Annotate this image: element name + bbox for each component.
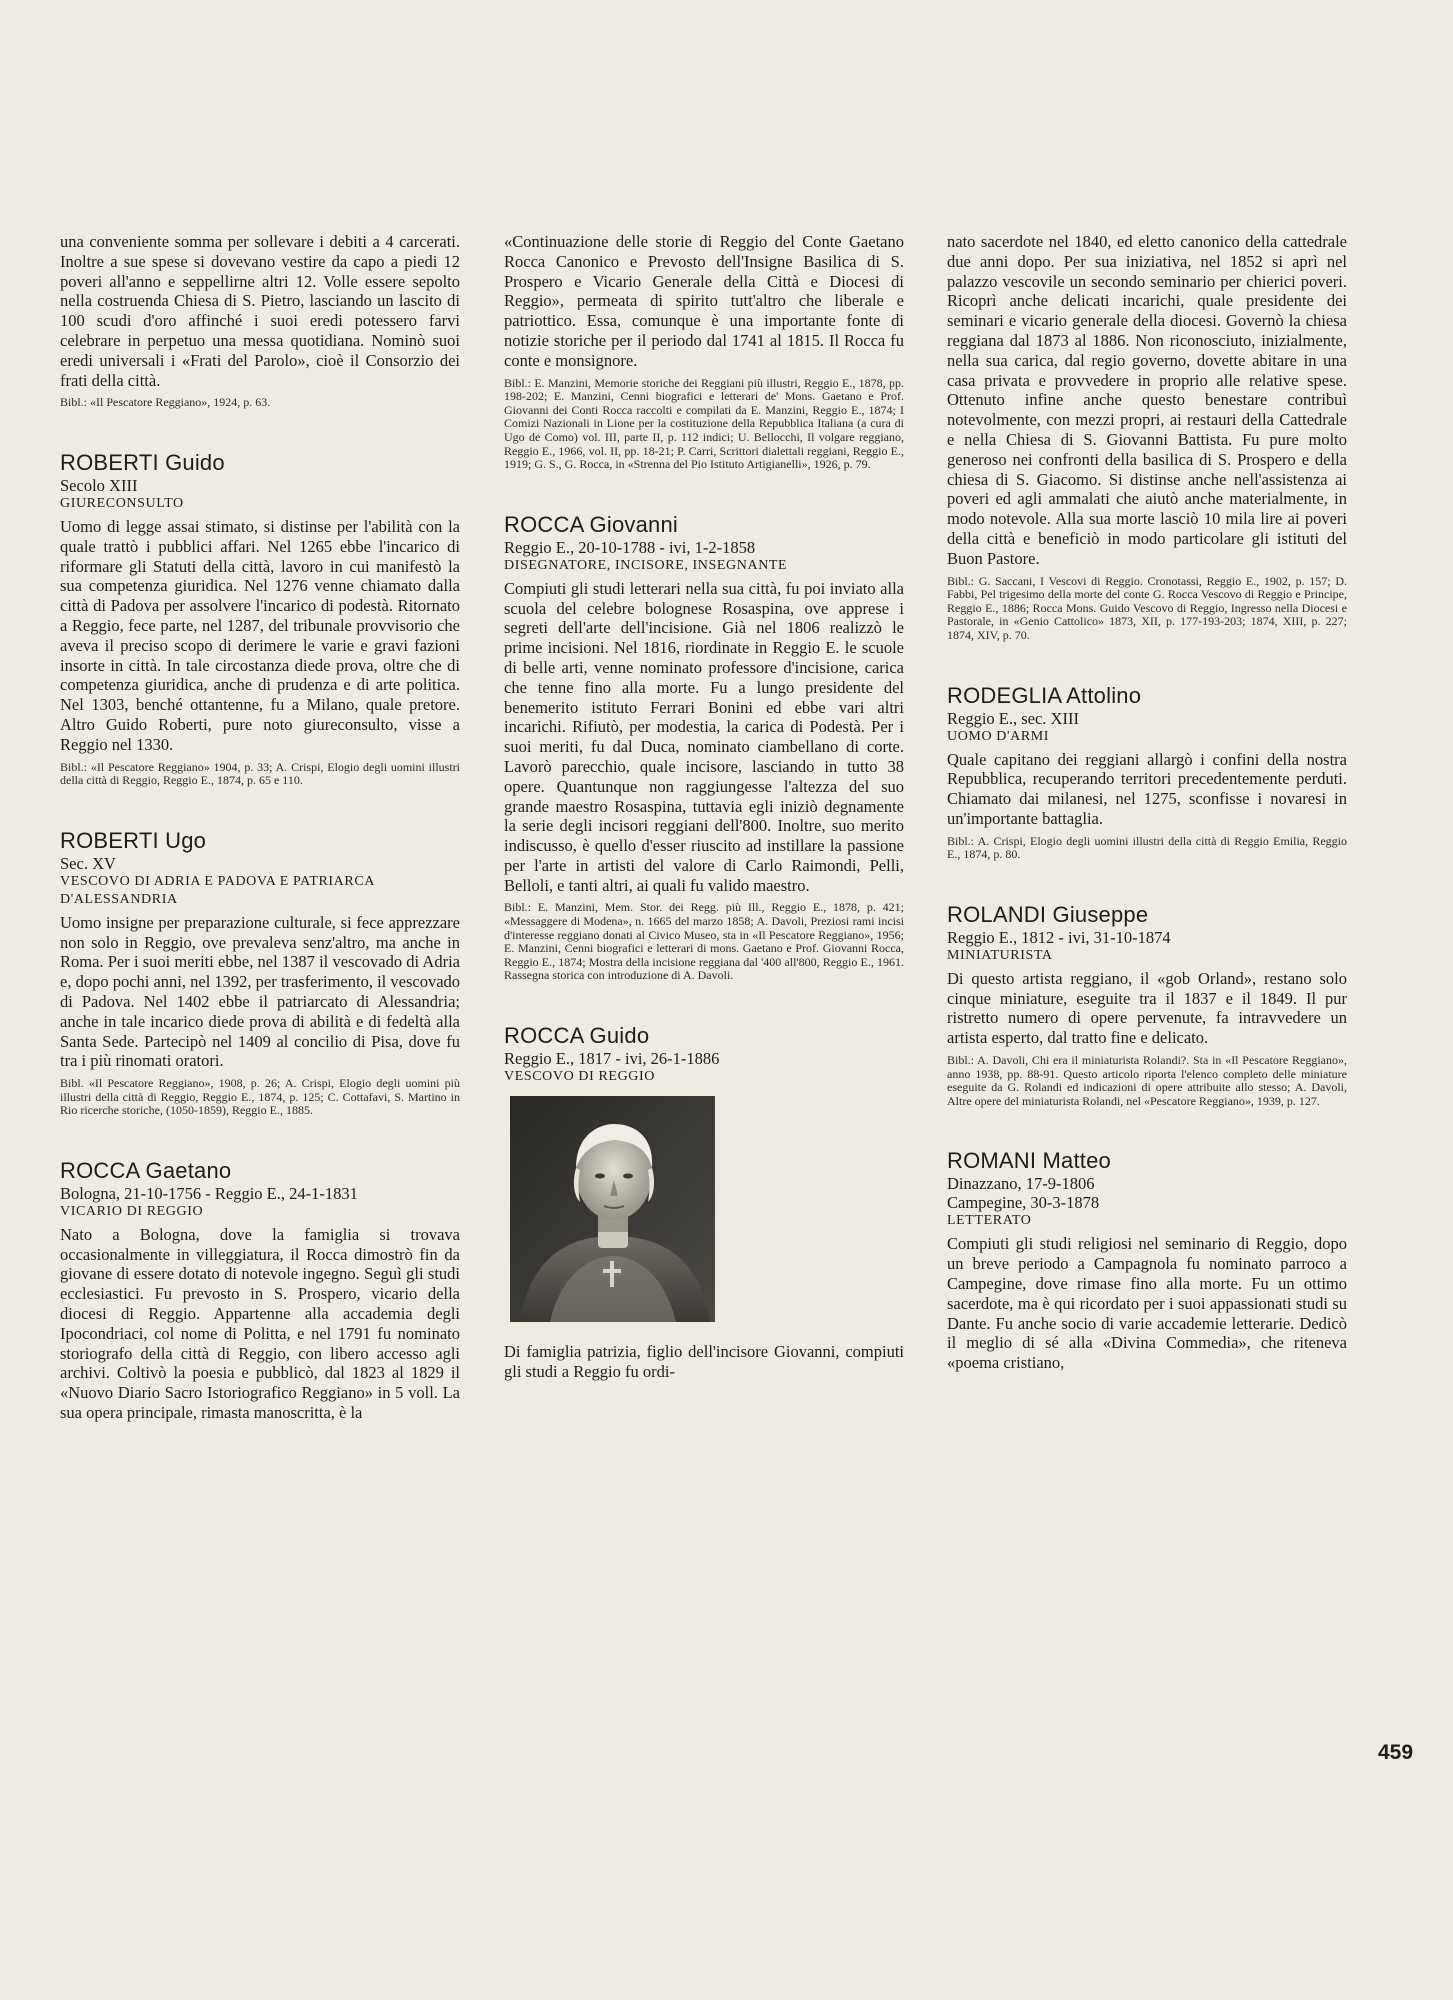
entry-rocca-guido bbox=[504, 1023, 904, 1382]
column-1 bbox=[60, 232, 460, 1423]
bibliography: Bibl.: «Il Pescatore Reggiano», 1924, p. 63. bbox=[60, 395, 271, 410]
bibliography: Bibl.: «Il Pescatore Reggiano» 1904, p. 33; A. Crispi, Elogio degli uomini illustri della città di Reggio, Reggio E., 1874, p. 65 e 110. bbox=[60, 759, 460, 788]
entry-rodeglia-attolino bbox=[947, 683, 1347, 862]
entry-role: UOMO D'ARMI bbox=[947, 728, 1050, 744]
entry-role: VESCOVO DI REGGIO bbox=[504, 1069, 655, 1085]
continued-text: nato sacerdote nel 1840, ed eletto canonico della cattedrale due anni dopo. Per sua iniziativa, nel 1852 si aprì nel palazzo vescovile un secondo seminario per chierici poveri. Ricoprì anche delicati incarichi, quale presidente dei seminari e vicario generale della diocesi. Governò la chiesa reggiana dal 1873 al 1886. Non riconosciuto, inizialmente, nella sua carica, dal regio governo, dovette abitare in una casa privata e provvedere in proprio alle relative spese. Ottenuto infine anche questo benestare contribuì notevolmente, con mezzi propri, ai restauri della Cattedrale e nella Chiesa di S. Giovanni Battista. Fu pure molto generoso nei confronti della basilica di S. Prospero e della chiesa di S. Giacomo. Si distinse anche nell'assistenza ai poveri ed agli ammalati che aiutò anche materialmente, in modo notevole. Alla sua morte lasciò 10 mila lire ai poveri della città e beneficiò in modo particolare gli istituti del Buon Pastore. bbox=[947, 232, 1347, 568]
continued-text: una conveniente somma per sollevare i debiti a 4 carcerati. Inoltre a sue spese si dovevano vestire da capo a piedi 12 poveri all'anno e seppellirne altri 12. Volle essere sepolto nella costruenda Chiesa di S. Pietro, lasciando un lascito di 100 scudi d'oro affinché i suoi eredi potessero farvi celebrare in perpetuo una messa quotidiana. Nominò suoi eredi universali i «Frati del Parolo», cioè il Consorzio dei frati della città. bbox=[60, 232, 460, 390]
entry-dates: Reggio E., 20-10-1788 - ivi, 1-2-1858 bbox=[504, 537, 756, 557]
entry-text: Nato a Bologna, dove la famiglia si trovava occasionalmente in villeggiatura, il Rocca dimostrò fin da giovane di essere dotato di notevole ingegno. Seguì gli studi ecclesiastici. Fu prevosto in S. Prospero, vicario della diocesi di Reggio. Appartenne alla accademia degli Ipocondriaci, col nome di Politta, e nel 1791 fu nominato storiografo della città di Reggio, con libero accesso agli archivi. Coltivò la poesia e pubblicò, dal 1823 al 1829 il «Nuovo Diario Sacro Istoriografico Reggiano» in 5 voll. La sua opera principale, rimasta manoscritta, è la bbox=[60, 1224, 460, 1423]
bibliography: Bibl.: A. Crispi, Elogio degli uomini illustri della città di Reggio Emilia, Reggio E., 1874, p. 80. bbox=[947, 833, 1347, 862]
entry-name: ROCCA Gaetano bbox=[60, 1157, 232, 1183]
entry-role: VESCOVO DI ADRIA E PADOVA E PATRIARCA D'ALESSANDRIA bbox=[60, 873, 375, 907]
page-number: 459 bbox=[1378, 1741, 1414, 1764]
entry-role: LETTERATO bbox=[947, 1213, 1032, 1229]
entry-name: RODEGLIA Attolino bbox=[947, 682, 1142, 708]
entry-role: GIURECONSULTO bbox=[60, 495, 184, 511]
bibliography: Bibl.: A. Davoli, Chi era il miniaturista Rolandi?. Sta in «Il Pescatore Reggiano», anno 1938, pp. 88-91. Questo articolo riporta l'elenco completo delle miniature eseguite da G. Rolandi ed indicazioni di opere attribuite allo stesso; A. Davoli, Altre opere del miniaturista Rolandi, nel «Pescatore Reggiano», 1939, p. 127. bbox=[947, 1053, 1347, 1108]
portrait-photo bbox=[510, 1096, 715, 1322]
entry-name: ROBERTI Guido bbox=[60, 449, 225, 475]
entry-dates: Reggio E., 1817 - ivi, 26-1-1886 bbox=[504, 1049, 720, 1069]
entry-name: ROBERTI Ugo bbox=[60, 827, 207, 853]
bibliography: Bibl.: E. Manzini, Memorie storiche dei Reggiani più illustri, Reggio E., 1878, pp. 198-202; E. Manzini, Cenni biografici e letterari de' Mons. Gaetano e Prof. Giovanni dei Conti Rocca raccolti e compilati da E. Manzini, Reggio E., 1874; I Comizi Nazionali in Lione per la costituzione della Repubblica Italiana (a cura di Ugo de Como) vol. III, parte II, p. 112 indici; U. Bellocchi, Il volgare reggiano, Reggio E., 1966, vol. II, pp. 18-21; P. Carri, Scrittori dialettali reggiani, Reggio E., 1919; G. S., G. Rocca, in «Strenna del Pio Istituto Artigianelli», 1926, p. 79. bbox=[504, 375, 904, 472]
entry-name: ROMANI Matteo bbox=[947, 1148, 1111, 1174]
continued-text: «Continuazione delle storie di Reggio del Conte Gaetano Rocca Canonico e Prevosto dell'Insigne Basilica di S. Prospero e Vicario Generale della Città e Diocesi di Reggio», permeata di spirito tutt'altro che liberale e patriottico. Essa, comunque è una importante fonte di notizie storiche per il periodo dal 1741 al 1815. Il Rocca fu conte e monsignore. bbox=[504, 232, 904, 370]
column-3 bbox=[947, 232, 1347, 1373]
entry-dates: Reggio E., sec. XIII bbox=[947, 708, 1079, 728]
entry-dates: Sec. XV bbox=[60, 853, 116, 873]
entry-dates: Secolo XIII bbox=[60, 475, 138, 495]
entry-text: Di questo artista reggiano, il «gob Orland», restano solo cinque miniature, eseguite tra il 1837 e il 1849. Il pur ristretto numero di opere pervenute, fa intravvedere un artista esperto, dal tratto fine e delicato. bbox=[947, 968, 1347, 1048]
entry-role: DISEGNATORE, INCISORE, INSEGNANTE bbox=[504, 557, 788, 573]
entry-rocca-giovanni bbox=[504, 512, 904, 983]
entry-dates: Bologna, 21-10-1756 - Reggio E., 24-1-1831 bbox=[60, 1183, 358, 1203]
bibliography: Bibl.: G. Saccani, I Vescovi di Reggio. Cronotassi, Reggio E., 1902, p. 157; D. Fabbi, Pel trigesimo della morte del conte G. Rocca Vescovo di Reggio e Principe, Reggio E., 1886; Rocca Mons. Guido Vescovo di Reggio, Ingresso nella Diocesi e Pastorale, in «Genio Cattolico» 1873, XII, p. 177-193-203; 1874, XIII, p. 227; 1874, XIV, p. 70. bbox=[947, 573, 1347, 642]
entry-text: Uomo di legge assai stimato, si distinse per l'abilità con la quale trattò i pubblici affari. Nel 1265 ebbe l'incarico di riformare gli Statuti della città, lavoro in cui manifestò la sua competenza giuridica. Nel 1276 venne chiamato dalla città di Padova per assolvere l'incarico di podestà. Ritornato a Reggio, fece parte, nel 1287, del tribunale provvisorio che aveva il preciso scopo di derimere le varie e gravi fazioni insorte in città. In tale circostanza diede prova, oltre che di competenza giuridica, anche di prudenza e di arte politica. Nel 1303, benché ottantenne, fu a Milano, quale pretore. Altro Guido Roberti, pure noto giureconsulto, visse a Reggio nel 1330. bbox=[60, 516, 460, 754]
bibliography: Bibl.: E. Manzini, Mem. Stor. dei Regg. più Ill., Reggio E., 1878, p. 421; «Messaggere di Modena», n. 1665 del marzo 1858; A. Davoli, Preziosi rami incisi d'interesse reggiano donati al Civico Museo, sta in «Il Pescatore Reggiano», 1956; E. Manzini, Cenni biografici e letterari di mons. Gaetano e Prof. Giovanni Rocca, Reggio E., 1874; Mostra della incisione reggiana dal '400 all'800, Reggio E., 1961. Rassegna storica con introduzione di A. Davoli. bbox=[504, 900, 904, 983]
entry-name: ROCCA Guido bbox=[504, 1023, 650, 1049]
entry-dates: Dinazzano, 17-9-1806 bbox=[947, 1174, 1095, 1194]
entry-text: Quale capitano dei reggiani allargò i confini della nostra Repubblica, recuperando territori precedentemente perduti. Chiamato dai milanesi, nel 1275, sconfisse i novaresi in un'importante battaglia. bbox=[947, 749, 1347, 828]
entry-role: VICARIO DI REGGIO bbox=[60, 1203, 204, 1219]
entry-name: ROLANDI Giuseppe bbox=[947, 901, 1149, 927]
entry-dates-death: Campegine, 30-3-1878 bbox=[947, 1193, 1100, 1213]
entry-text: Compiuti gli studi religiosi nel seminario di Reggio, dopo un breve periodo a Campagnola fu nominato parroco a Campegine, dove rimase fino alla morte. Fu un ottimo sacerdote, ma è qui ricordato per i suoi appassionati studi su Dante. Fu anche socio di varie accademie letterarie. Dedicò il meglio di sé alla «Divina Commedia», che riteneva «poema cristiano, bbox=[947, 1234, 1347, 1373]
entry-roberti-guido bbox=[60, 450, 460, 788]
entry-romani-matteo bbox=[947, 1148, 1347, 1373]
entry-text: Di famiglia patrizia, figlio dell'incisore Giovanni, compiuti gli studi a Reggio fu ordi- bbox=[504, 1342, 904, 1381]
entry-text: Uomo insigne per preparazione culturale, si fece apprezzare non solo in Reggio, ove prevaleva senz'altro, ma anche in Roma. Per i suoi meriti ebbe, nel 1387 il vescovado di Adria e, dopo pochi anni, nel 1392, per trasferimento, il vescovado di Padova. Nel 1402 ebbe il patriarcato di Alessandria; anche in tale incarico diede prova di abilità e di fedeltà alla Santa Sede. Partecipò nel 1409 al concilio di Pisa, dove fu tra i più rinomati oratori. bbox=[60, 912, 461, 1071]
entry-text: Compiuti gli studi letterari nella sua città, fu poi inviato alla scuola del celebre bolognese Rosaspina, ove apprese i segreti dell'arte dell'incisione. Già nel 1806 realizzò le prime incisioni. Nel 1816, riordinate in Reggio E. le scuole di belle arti, venne nominato professore d'incisione, carica che tenne fino alla morte. Fu a lungo presidente del benemerito istituto Ferrari Bonini ed ebbe vari altri incarichi. Rifiutò, per modestia, la carica di Podestà. Per i suoi meriti, fu dal Duca, nominato ciambellano di corte. Lavorò parecchio, quale incisore, lasciando in tutto 38 opere. Quantunque non raggiungesse l'altezza del suo grande maestro Rosaspina, tuttavia egli iniziò degnamente la serie degli incisori reggiani dell'800. Inoltre, suo merito indiscusso, è quello d'esser riuscito ad instillare la passione per l'arte in artisti del valore di Carlo Raimondi, Pelli, Belloli, e tanti altri, ai quali fu valido maestro. bbox=[504, 578, 904, 895]
entry-roberti-ugo bbox=[60, 828, 460, 1118]
column-2 bbox=[504, 232, 904, 1382]
entry-dates: Reggio E., 1812 - ivi, 31-10-1874 bbox=[947, 927, 1171, 947]
entry-role: MINIATURISTA bbox=[947, 947, 1053, 963]
entry-name: ROCCA Giovanni bbox=[504, 511, 678, 537]
entry-rocca-gaetano bbox=[60, 1158, 460, 1423]
bibliography: Bibl. «Il Pescatore Reggiano», 1908, p. 26; A. Crispi, Elogio degli uomini più illustri della città di Reggio, Reggio E., 1874, p. 125; C. Cottafavi, S. Martino in Rio ricerche storiche, (1050-1859), Reggio E., 1885. bbox=[60, 1076, 460, 1118]
entry-rolandi-giuseppe bbox=[947, 902, 1347, 1109]
